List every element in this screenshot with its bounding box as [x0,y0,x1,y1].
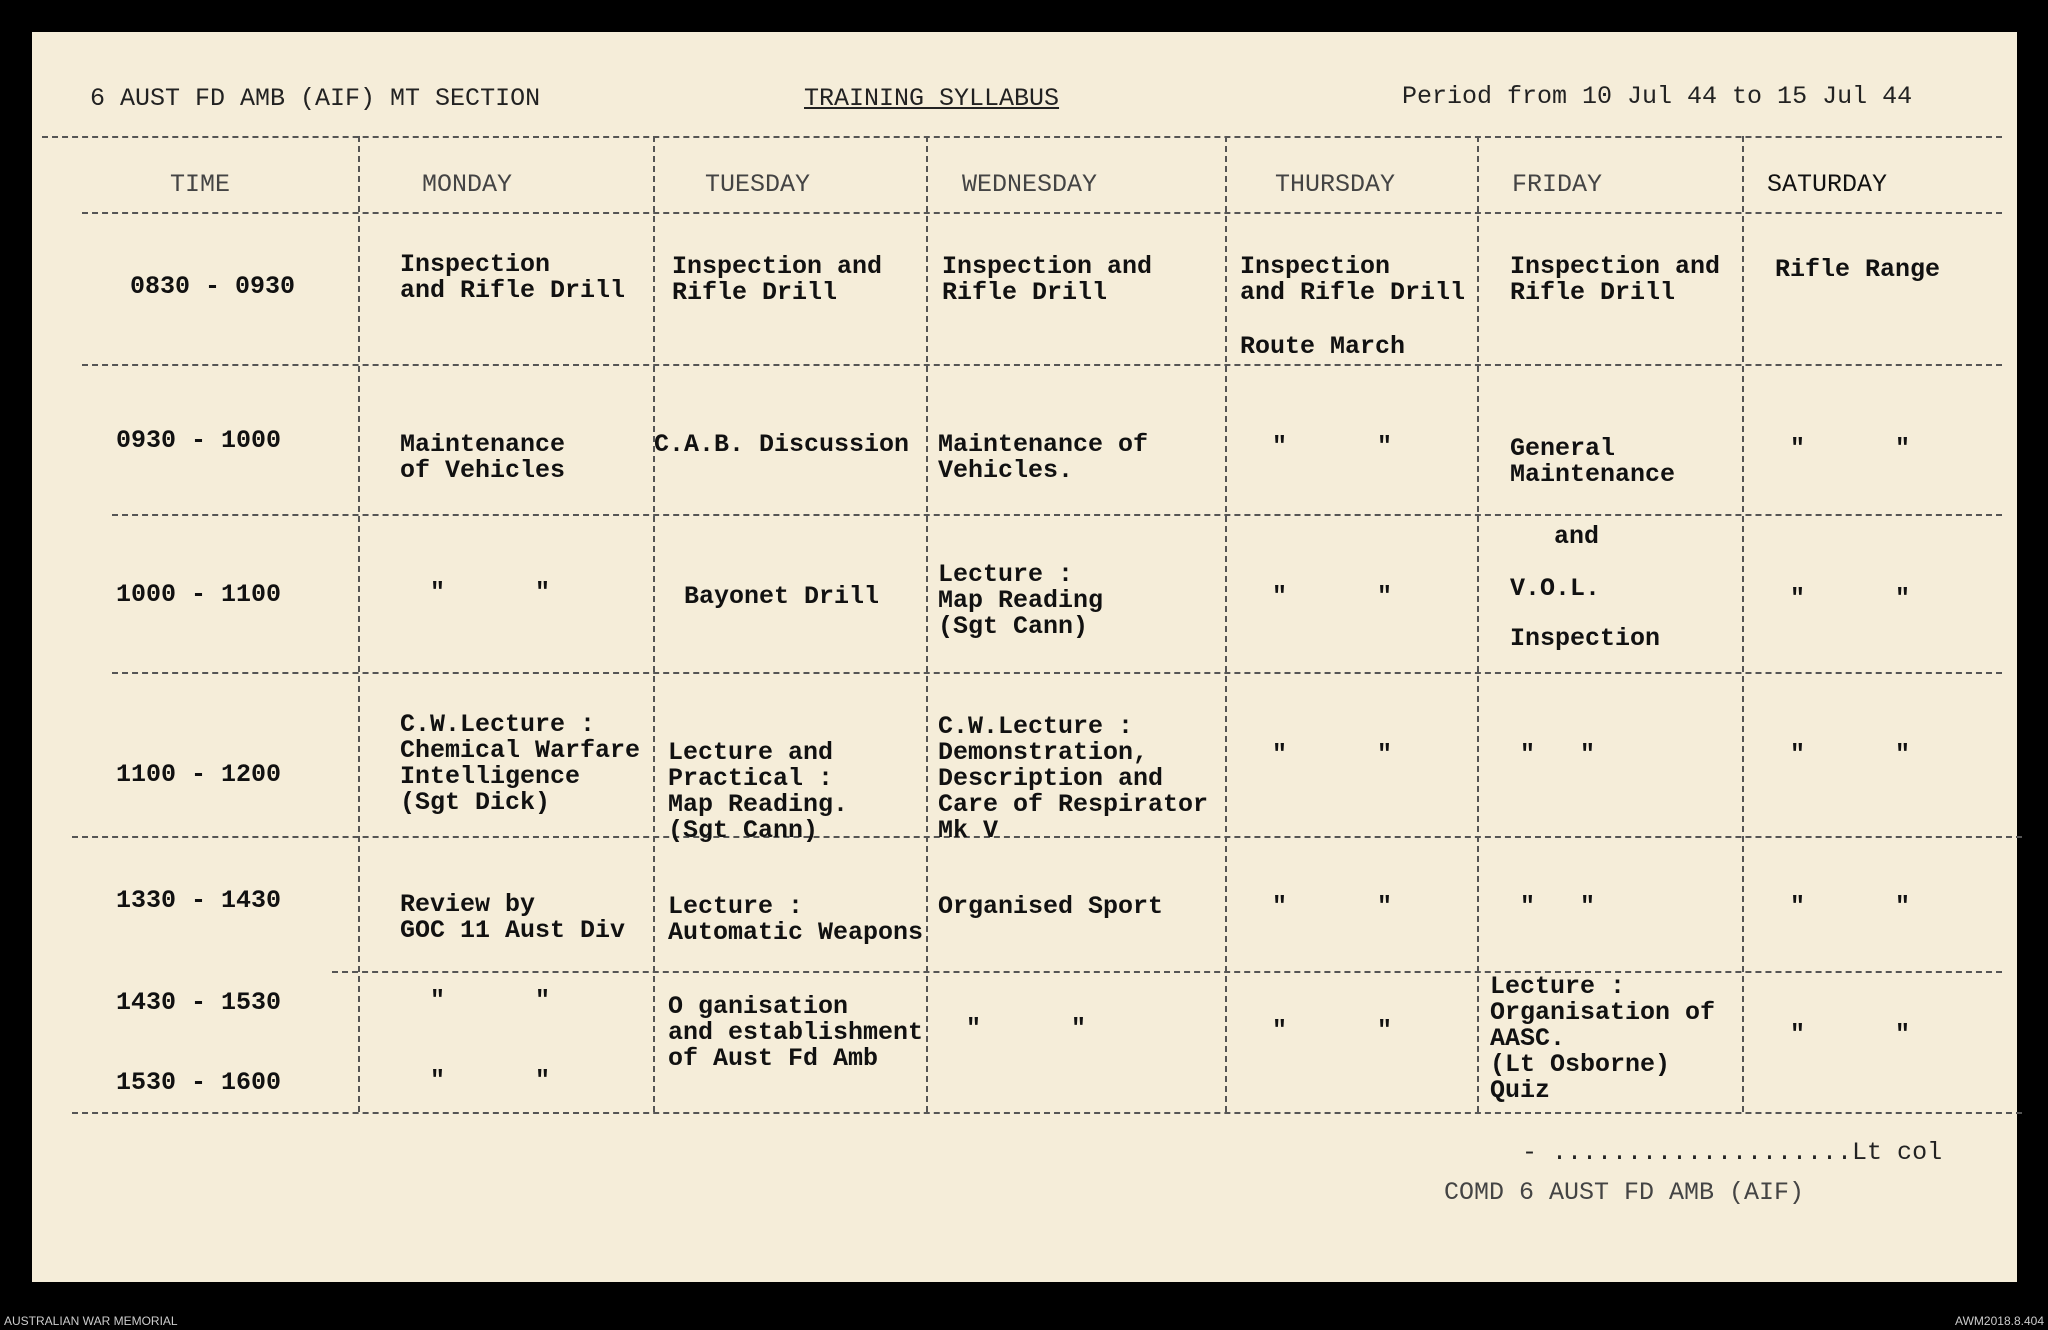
thursday-cell: " " [1272,1016,1393,1045]
time-cell-2: 1530 - 1600 [116,1068,282,1097]
monday-cell: C.W.Lecture : Chemical Warfare Intelligence (Sgt Dick) [400,710,641,817]
wednesday-cell: Organised Sport [938,892,1164,921]
grid-line [1742,136,1744,1112]
period-text: Period from 10 Jul 44 to 15 Jul 44 [1402,82,1913,111]
grid-line [82,212,2002,214]
header-saturday: SATURDAY [1767,170,1888,199]
header-thursday: THURSDAY [1275,170,1396,199]
monday-cell: Review by GOC 11 Aust Div [400,890,626,945]
grid-line [42,136,2002,138]
saturday-cell: Rifle Range [1775,255,1941,284]
document-page [32,32,2017,1282]
saturday-cell: " " [1790,434,1911,463]
grid-line [926,136,928,1112]
tuesday-cell: Bayonet Drill [684,582,880,611]
friday-cell: General Maintenance [1510,434,1676,489]
tuesday-cell: O ganisation and establishment of Aust Fd Amb [668,992,924,1073]
grid-line [82,364,2002,366]
wednesday-cell: Lecture : Map Reading (Sgt Cann) [938,560,1104,641]
tuesday-cell: Lecture and Practical : Map Reading. (Sgt Cann) [668,738,849,845]
saturday-cell: " " [1790,584,1911,613]
header-wednesday: WEDNESDAY [962,170,1098,199]
monday-cell: " " [430,986,551,1015]
grid-line [72,1112,2022,1114]
footer-credit: AUSTRALIAN WAR MEMORIAL [4,1314,178,1328]
thursday-cell: " " [1272,582,1393,611]
thursday-extra-cell: Route March [1240,332,1406,361]
grid-line [358,136,360,1112]
thursday-cell: " " [1272,892,1393,921]
wednesday-cell: C.W.Lecture : Demonstration, Description and Care of Respirator Mk V [938,712,1209,845]
time-cell: 0930 - 1000 [116,426,282,455]
signature-title: COMD 6 AUST FD AMB (AIF) [1444,1178,1805,1207]
header-monday: MONDAY [422,170,513,199]
time-cell: 0830 - 0930 [130,272,296,301]
friday-cell: " " [1520,740,1596,769]
friday-and-text: and [1554,522,1600,551]
grid-line [653,136,655,1112]
header-time: TIME [170,170,231,199]
tuesday-cell: C.A.B. Discussion [654,430,910,459]
wednesday-cell: Inspection and Rifle Drill [942,252,1153,307]
friday-cell: Lecture : Organisation of AASC. (Lt Osborne) Quiz [1490,972,1716,1105]
thursday-cell: " " [1272,740,1393,769]
time-cell: 1100 - 1200 [116,760,282,789]
monday-cell-2: " " [430,1066,551,1095]
unit-heading: 6 AUST FD AMB (AIF) MT SECTION [90,84,541,113]
thursday-cell: " " [1272,432,1393,461]
grid-line [1477,136,1479,1112]
saturday-cell: " " [1790,740,1911,769]
grid-line [112,514,2002,516]
thursday-cell: Inspection and Rifle Drill [1240,252,1466,307]
monday-cell: Maintenance of Vehicles [400,430,566,485]
tuesday-cell: Inspection and Rifle Drill [672,252,883,307]
grid-line [332,971,2002,973]
tuesday-cell: Lecture : Automatic Weapons [668,892,924,947]
wednesday-cell: Maintenance of Vehicles. [938,430,1149,485]
header-tuesday: TUESDAY [705,170,811,199]
time-cell: 1000 - 1100 [116,580,282,609]
signature-line: - ....................Lt col [1522,1138,1943,1167]
time-cell: 1430 - 1530 [116,988,282,1017]
footer-accession: AWM2018.8.404 [1955,1314,2044,1328]
friday-cell: " " [1520,892,1596,921]
grid-line [112,672,2002,674]
saturday-cell: " " [1790,1020,1911,1049]
friday-vol-text: V.O.L. [1510,574,1601,603]
grid-line [1225,136,1227,1112]
saturday-cell: " " [1790,892,1911,921]
friday-cell: Inspection and Rifle Drill [1510,252,1721,307]
monday-cell: Inspection and Rifle Drill [400,250,626,305]
document-title: TRAINING SYLLABUS [804,84,1060,113]
time-cell: 1330 - 1430 [116,886,282,915]
monday-cell: " " [430,578,551,607]
friday-inspection-text: Inspection [1510,624,1661,653]
header-friday: FRIDAY [1512,170,1603,199]
wednesday-cell: " " [966,1014,1087,1043]
